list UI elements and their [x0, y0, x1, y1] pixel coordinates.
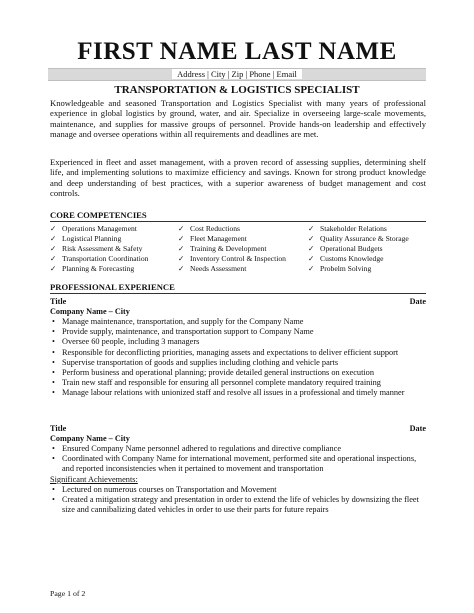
competency-item: ✓ Inventory Control & Inspection [178, 253, 286, 263]
professional-experience-heading: PROFESSIONAL EXPERIENCE [50, 282, 426, 294]
job-headline: TRANSPORTATION & LOGISTICS SPECIALIST [114, 84, 360, 96]
competency-item: ✓ Operations Management [50, 224, 137, 233]
competency-item: ✓ Stakeholder Relations [308, 224, 387, 233]
checkmark-icon: ✓ [178, 263, 185, 273]
contact-text: Address | City | Zip | Phone | Email [172, 69, 302, 79]
list-item: • Manage labour relations with unionized staff and resolve all issues in a professional and timely manner [52, 388, 405, 398]
list-item: • Lectured on numerous courses on Transportation and Movement [52, 484, 277, 494]
bullet-icon: • [52, 495, 55, 505]
competency-item: ✓ Risk Assessment & Safety [50, 243, 143, 253]
core-competencies-heading: CORE COMPETENCIES [50, 210, 426, 222]
checkmark-icon: ✓ [308, 263, 315, 273]
job-title: Title [50, 297, 67, 306]
list-item: • Train new staff and responsible for ensuring all personnel complete mandatory required training [52, 378, 381, 388]
list-item: • Created a mitigation strategy and presentation in order to extend the life of vehicles by downsizing the fleet size and cannibalizing dated vehicles in order to use their parts for future repairs [52, 495, 419, 515]
checkmark-icon: ✓ [308, 253, 315, 263]
list-item: • Perform business and operational planning; provide detailed general instructions on execution [52, 368, 374, 378]
list-item: • Provide supply, maintenance, and transportation support to Company Name [52, 327, 314, 337]
checkmark-icon: ✓ [308, 243, 315, 253]
job-entry-2 [50, 424, 426, 515]
job-entry-1 [50, 297, 426, 399]
checkmark-icon: ✓ [178, 253, 185, 263]
checkmark-icon: ✓ [50, 263, 57, 273]
checkmark-icon: ✓ [308, 224, 315, 233]
competency-item: ✓ Customs Knowledge [308, 253, 384, 263]
summary-paragraph-2: Experienced in fleet and asset management, with a proven record of assessing supplies, determining shelf life, and implementing solutions to maximize efficiency and savings. Known for strong product knowledge and deep understanding of best practices, with a superior awareness of budget management and cost controls. [50, 157, 426, 198]
competency-column-1 [50, 224, 148, 274]
bullet-icon: • [52, 444, 55, 453]
checkmark-icon: ✓ [178, 224, 185, 233]
competency-item: ✓ Logistical Planning [50, 233, 122, 243]
candidate-name: FIRST NAME LAST NAME [77, 38, 397, 65]
checkmark-icon: ✓ [178, 233, 185, 243]
job-title: Title [50, 424, 67, 433]
bullet-icon: • [52, 357, 55, 367]
list-item: • Manage maintenance, transportation, and supply for the Company Name [52, 317, 304, 326]
competency-item: ✓ Quality Assurance & Storage [308, 233, 409, 243]
contact-line [0, 68, 474, 80]
list-item: • Responsible for deconflicting priorities, managing assets and expectations to deliver efficient support [52, 347, 399, 357]
bullet-icon: • [52, 368, 55, 378]
checkmark-icon: ✓ [50, 233, 57, 243]
job-bullets [50, 317, 426, 399]
competency-item: ✓ Probelm Solving [308, 263, 372, 273]
bullet-icon: • [52, 484, 55, 494]
competency-item: ✓ Needs Assessment [178, 263, 247, 273]
competency-item: ✓ Transportation Coordination [50, 253, 149, 263]
list-item: • Supervise transportation of goods and supplies including clothing and vehicle parts [52, 357, 339, 367]
bullet-icon: • [52, 378, 55, 388]
summary-paragraph-1: Knowledgeable and seasoned Transportation and Logistics Specialist with many years of professional experience in global logistics by ground, water, and air. Specialize in overseeing large-scale movements, maintenance, and supplies for massive groups of personnel. Provide hands-on leadership and effectively manage and oversee operations within all requirements and deadlines are met. [50, 98, 426, 139]
checkmark-icon: ✓ [178, 243, 185, 253]
achievements-label: Significant Achievements: [50, 474, 138, 484]
list-item: • Coordinated with Company Name for international movement, performed site and operational inspections, and reported inconsistencies when it pertained to movement and transportation [52, 454, 417, 474]
competency-column-2 [178, 224, 286, 274]
job-bullets [50, 444, 426, 475]
checkmark-icon: ✓ [308, 233, 315, 243]
competency-item: ✓ Fleet Management [178, 233, 247, 243]
bullet-icon: • [52, 454, 55, 464]
company-name: Company Name – City [50, 434, 130, 443]
checkmark-icon: ✓ [50, 224, 57, 233]
company-name: Company Name – City [50, 307, 130, 316]
competency-column-3 [308, 224, 409, 274]
bullet-icon: • [52, 347, 55, 357]
competency-item: ✓ Training & Development [178, 243, 267, 253]
bullet-icon: • [52, 337, 55, 347]
job-date: Date [409, 297, 426, 306]
competency-item: ✓ Cost Reductions [178, 224, 240, 233]
job-date: Date [409, 424, 426, 433]
list-item: • Oversee 60 people, including 3 managers [52, 337, 200, 347]
competency-item: ✓ Planning & Forecasting [50, 263, 135, 273]
checkmark-icon: ✓ [50, 253, 57, 263]
job-title-row [50, 424, 426, 434]
bullet-icon: • [52, 327, 55, 337]
job-title-row [50, 297, 426, 307]
achievement-bullets [50, 485, 426, 516]
page-number: Page 1 of 2 [50, 589, 86, 598]
checkmark-icon: ✓ [50, 243, 57, 253]
list-item: • Ensured Company Name personnel adhered to regulations and directive compliance [52, 444, 342, 453]
bullet-icon: • [52, 388, 55, 398]
bullet-icon: • [52, 317, 55, 326]
competency-item: ✓ Operational Budgets [308, 243, 383, 253]
